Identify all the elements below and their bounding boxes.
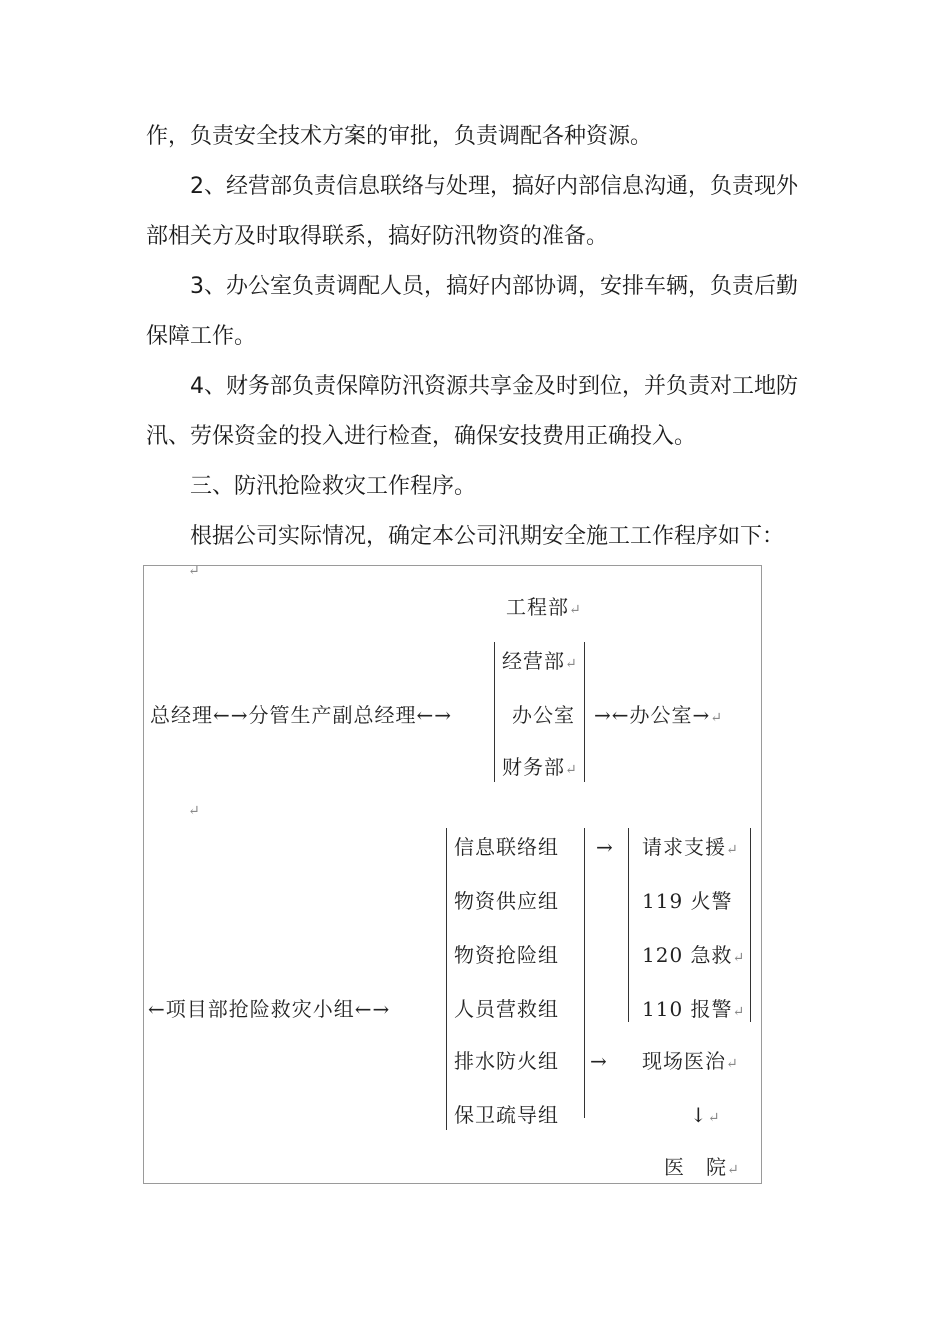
- paragraph-mark: ↵: [188, 563, 201, 579]
- paragraph-4-line-1: 4、财务部负责保障防汛资源共享金及时到位，并负责对工地防: [190, 374, 798, 399]
- dept-business-label: 经营部: [502, 649, 565, 673]
- dept-business: [502, 648, 578, 677]
- paragraph-mark: ↵: [710, 710, 724, 726]
- arrow-right: →: [590, 1049, 608, 1073]
- arrow-right: →: [596, 835, 614, 859]
- paragraph-mark: ↵: [707, 1110, 721, 1126]
- group-info-liaison: 信息联络组: [454, 835, 559, 859]
- dept-finance-label: 财务部: [502, 755, 565, 779]
- paragraph-mark: ↵: [188, 803, 201, 819]
- group-drainage-fire: 排水防火组: [454, 1049, 559, 1073]
- ext-police-110: [642, 996, 745, 1025]
- paragraph-1: 作，负责安全技术方案的审批，负责调配各种资源。: [146, 124, 653, 149]
- paragraph-mark: ↵: [565, 656, 578, 672]
- hospital-label: 医 院: [664, 1155, 727, 1179]
- arrow-down: [690, 1102, 721, 1131]
- flood-procedure-chart: [143, 565, 762, 1184]
- dept-engineering-label: 工程部: [506, 595, 569, 619]
- arrow-down-label: ↓: [690, 1103, 708, 1127]
- external-bracket-left: [628, 828, 629, 1022]
- paragraph-mark: ↵: [732, 1004, 746, 1020]
- paragraph-3-line-2: 保障工作。: [146, 324, 257, 349]
- dept-finance: [502, 754, 578, 783]
- dept-bracket-right: [584, 642, 585, 782]
- office-link-label: →←办公室→: [594, 703, 711, 727]
- paragraph-mark: ↵: [569, 602, 582, 618]
- group-materials-rescue: 物资抢险组: [454, 943, 559, 967]
- project-rescue-team: ←项目部抢险救灾小组←→: [148, 997, 391, 1021]
- groups-bracket-right: [584, 828, 585, 1118]
- ext-fire-119: 119 火警: [642, 889, 733, 913]
- paragraph-mark: ↵: [727, 1162, 740, 1178]
- dept-office: 办公室: [512, 703, 575, 727]
- paragraph-mark: ↵: [726, 1056, 739, 1072]
- groups-bracket-left: [446, 828, 447, 1130]
- paragraph-2-line-1: 2、经营部负责信息联络与处理，搞好内部信息沟通，负责现外: [190, 174, 798, 199]
- paragraph-mark: ↵: [732, 950, 746, 966]
- ext-ambulance-120-label: 120 急救: [642, 943, 733, 967]
- paragraph-mark: ↵: [726, 842, 739, 858]
- group-security: 保卫疏导组: [454, 1103, 559, 1127]
- paragraph-4-line-2: 汛、劳保资金的投入进行检查，确保安技费用正确投入。: [146, 424, 697, 449]
- onsite-treatment: [642, 1048, 739, 1077]
- ext-police-110-label: 110 报警: [642, 997, 733, 1021]
- external-bracket-right: [750, 828, 751, 1022]
- management-chain: 总经理←→分管生产副总经理←→: [150, 703, 453, 727]
- group-personnel-rescue: 人员营救组: [454, 997, 559, 1021]
- paragraph-5: 根据公司实际情况，确定本公司汛期安全施工工作程序如下：: [190, 524, 785, 549]
- onsite-treatment-label: 现场医治: [642, 1049, 726, 1073]
- dept-engineering: [506, 594, 582, 623]
- hospital: [664, 1154, 740, 1183]
- paragraph-mark: ↵: [565, 762, 578, 778]
- group-supply: 物资供应组: [454, 889, 559, 913]
- office-link: [594, 702, 723, 731]
- dept-bracket-left: [494, 642, 495, 782]
- paragraph-3-line-1: 3、办公室负责调配人员，搞好内部协调，安排车辆，负责后勤: [190, 274, 798, 299]
- paragraph-2-line-2: 部相关方及时取得联系，搞好防汛物资的准备。: [146, 224, 609, 249]
- ext-ambulance-120: [642, 942, 745, 971]
- ext-request-support: [642, 834, 739, 863]
- ext-request-support-label: 请求支援: [642, 835, 726, 859]
- section-heading: 三、防汛抢险救灾工作程序。: [190, 474, 477, 499]
